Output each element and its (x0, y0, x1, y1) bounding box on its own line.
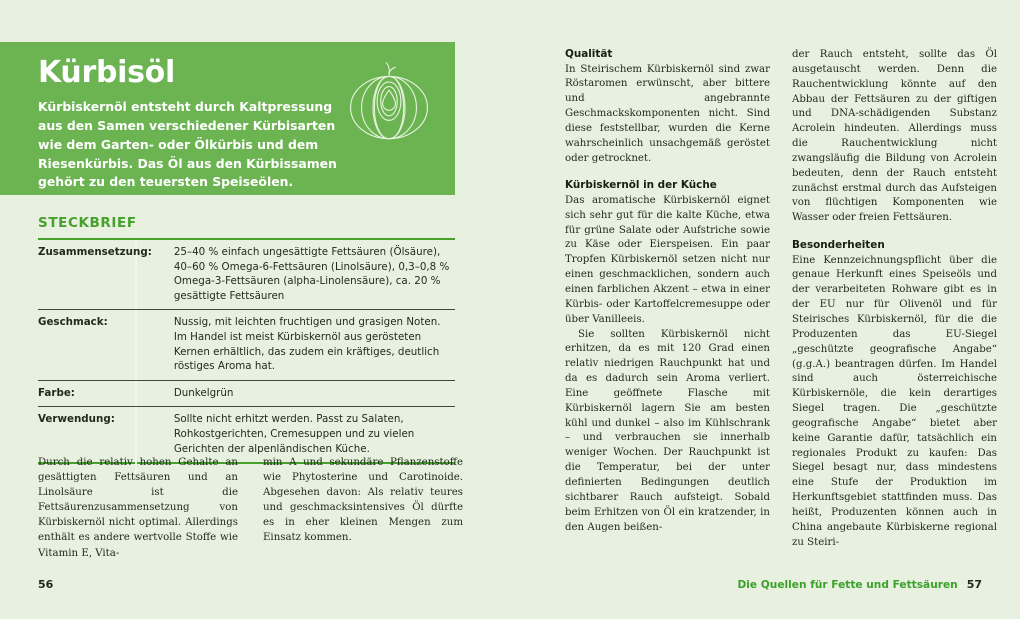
spec-label: Geschmack: (38, 310, 162, 380)
footer-right (738, 578, 983, 591)
table-row (38, 407, 455, 462)
paragraph-besonderheiten: Eine Kennzeichnungspflicht über die genaue Herkunft eines Speiseöls und der verarbeiteten Rohware gibt es in der EU nur für Olivenöl und für Steirisches Kürbiskernöl, für die die Produzenten das EU-Siegel „geschützte geografische Angabe“ (g.g.A.) beantragen dürfen. Im Handel sind auch österreichische Kürbiskernöle, die kein derartiges Siegel tragen. Die „geschützte geografische Angabe“ bietet aber keine Garantie dafür, tatsächlich ein regionales Produkt zu kaufen: Das Siegel besagt nur, dass mindestens eine Stufe der Produktion im Herkunftsgebiet stattfinden muss. Das heißt, Produzenten können auch in China angebaute Kürbiskerne regional zu Steiri- (792, 254, 997, 548)
spec-label: Verwendung: (38, 413, 115, 426)
paragraph-erhitzen: Sie sollten Kürbiskernöl nicht erhitzen, da es mit 120 Grad einen relativ niedrigen Rauchpunkt hat und da es dadurch sein Aroma verliert. Eine geöffnete Flasche mit Kürbiskernöl lagern Sie am besten kühl und dunkel – also im Kühlschrank – und verbrauchen sie innerhalb weniger Wochen. Der Rauchpunkt ist die Temperatur, bei der unter definierten Bedingungen deutlich sichtbarer Rauch aufsteigt. Sobald beim Erhitzen von Öl ein kratzender, in den Augen beißen- (565, 328, 770, 533)
spec-value: Nussig, mit leichten fruchtigen und grasigen Noten. Im Handel ist meist Kürbiskernöl aus gerösteten Kernen erhältlich, das zudem ein kräftiges, deutlich röstiges Aroma hat. (162, 310, 455, 380)
left-body-text (38, 455, 463, 561)
steckbrief-table-wrap (38, 240, 455, 462)
right-body-text (565, 48, 997, 551)
paragraph-kueche: Das aromatische Kürbiskernöl eignet sich sehr gut für die kalte Küche, etwa für grüne Salate oder Aufstriche sowie zu Käse oder Eierspeisen. Ein paar Tropfen Kürbiskernöl setzen nicht nur einen geschmacklichen, sondern auch einen farblichen Akzent – etwa in einer Kürbis- oder Kartoffelcremesuppe oder über Vanilleeis. (565, 194, 770, 325)
paragraph-spacer (792, 226, 997, 239)
pumpkin-icon (343, 60, 435, 146)
spec-value: Dunkelgrün (162, 380, 455, 407)
table-row (38, 240, 455, 310)
heading-kueche: Kürbiskernöl in der Küche (565, 179, 717, 192)
steckbrief-heading: STECKBRIEF (38, 215, 137, 231)
spec-label: Zusammensetzung: (38, 240, 162, 310)
footer-left-page-number: 56 (38, 578, 54, 591)
table-row (38, 380, 455, 407)
left-text-column-1: Durch die relativ hohen Gehalte an gesättigten Fettsäuren und an Linolsäure ist die Fettsäurenzusammensetzung von Kürbiskernöl nicht optimal. Allerdings enthält es andere wertvolle Stoffe wie Vitamin E, Vita- (38, 457, 238, 559)
steckbrief-table (38, 240, 455, 462)
spec-label: Farbe: (38, 380, 162, 407)
page-title: Kürbisöl (38, 55, 175, 90)
spec-value: Sollte nicht erhitzt werden. Passt zu Salaten, Rohkostgerichten, Cremesuppen und zu vielen Gerichten der alpenländischen Küche. (173, 413, 415, 455)
left-text-column-2: min A und sekundäre Pflanzenstoffe wie Phytosterine und Carotinoide. Abgesehen davon: Als relativ teures und geschmacksintensives Öl dürfte es in eher kleinen Mengen zum Einsatz kommen. (263, 457, 463, 544)
spec-value: 25–40 % einfach ungesättigte Fettsäuren (Ölsäure), 40–60 % Omega-6-Fettsäuren (Linolsäure), 0,3–0,8 % Omega-3-Fettsäuren (alpha-Linolensäure), ca. 20 % gesättigte Fettsäuren (162, 240, 455, 310)
heading-qualitaet: Qualität (565, 48, 613, 60)
paragraph-spacer (565, 166, 770, 179)
footer-chapter-title: Die Quellen für Fette und Fettsäuren (737, 579, 958, 591)
hero-banner (0, 42, 455, 195)
right-page (510, 0, 1020, 619)
heading-besonderheiten: Besonderheiten (792, 239, 885, 252)
footer-right-page-number: 57 (966, 578, 982, 591)
right-text-column-1 (565, 48, 770, 551)
table-row (38, 310, 455, 380)
paragraph-qualitaet: In Steirischem Kürbiskernöl sind zwar Röstaromen erwünscht, aber bittere und angebrannte Geschmackskomponenten nicht. Sind diese feststellbar, wurden die Kerne wahrscheinlich unsachgemäß geröstet oder getrocknet. (565, 63, 770, 164)
paragraph-rauch: der Rauch entsteht, sollte das Öl ausgetauscht werden. Denn die Rauchentwicklung könnte auf den Abbau der Fettsäuren zu der giftigen und DNA-schädigenden Substanz Acrolein hindeuten. Allerdings muss die Rauchentwicklung nicht zwangsläufig die Bildung von Acrolein bedeuten, denn der Rauch entsteht zunächst erstmal durch das Aufsteigen von flüchtigen Komponenten wie Wasser oder freien Fettsäuren. (792, 49, 997, 224)
right-text-column-2 (792, 48, 997, 551)
steckbrief-section (38, 215, 455, 464)
hero-intro-text: Kürbiskernöl entsteht durch Kaltpressung aus den Samen verschiedener Kürbisarten wie dem Garten- oder Ölkürbis und dem Riesenkürbis. Das Öl aus den Kürbissamen gehört zu den teuersten Speiseölen. (38, 99, 337, 190)
